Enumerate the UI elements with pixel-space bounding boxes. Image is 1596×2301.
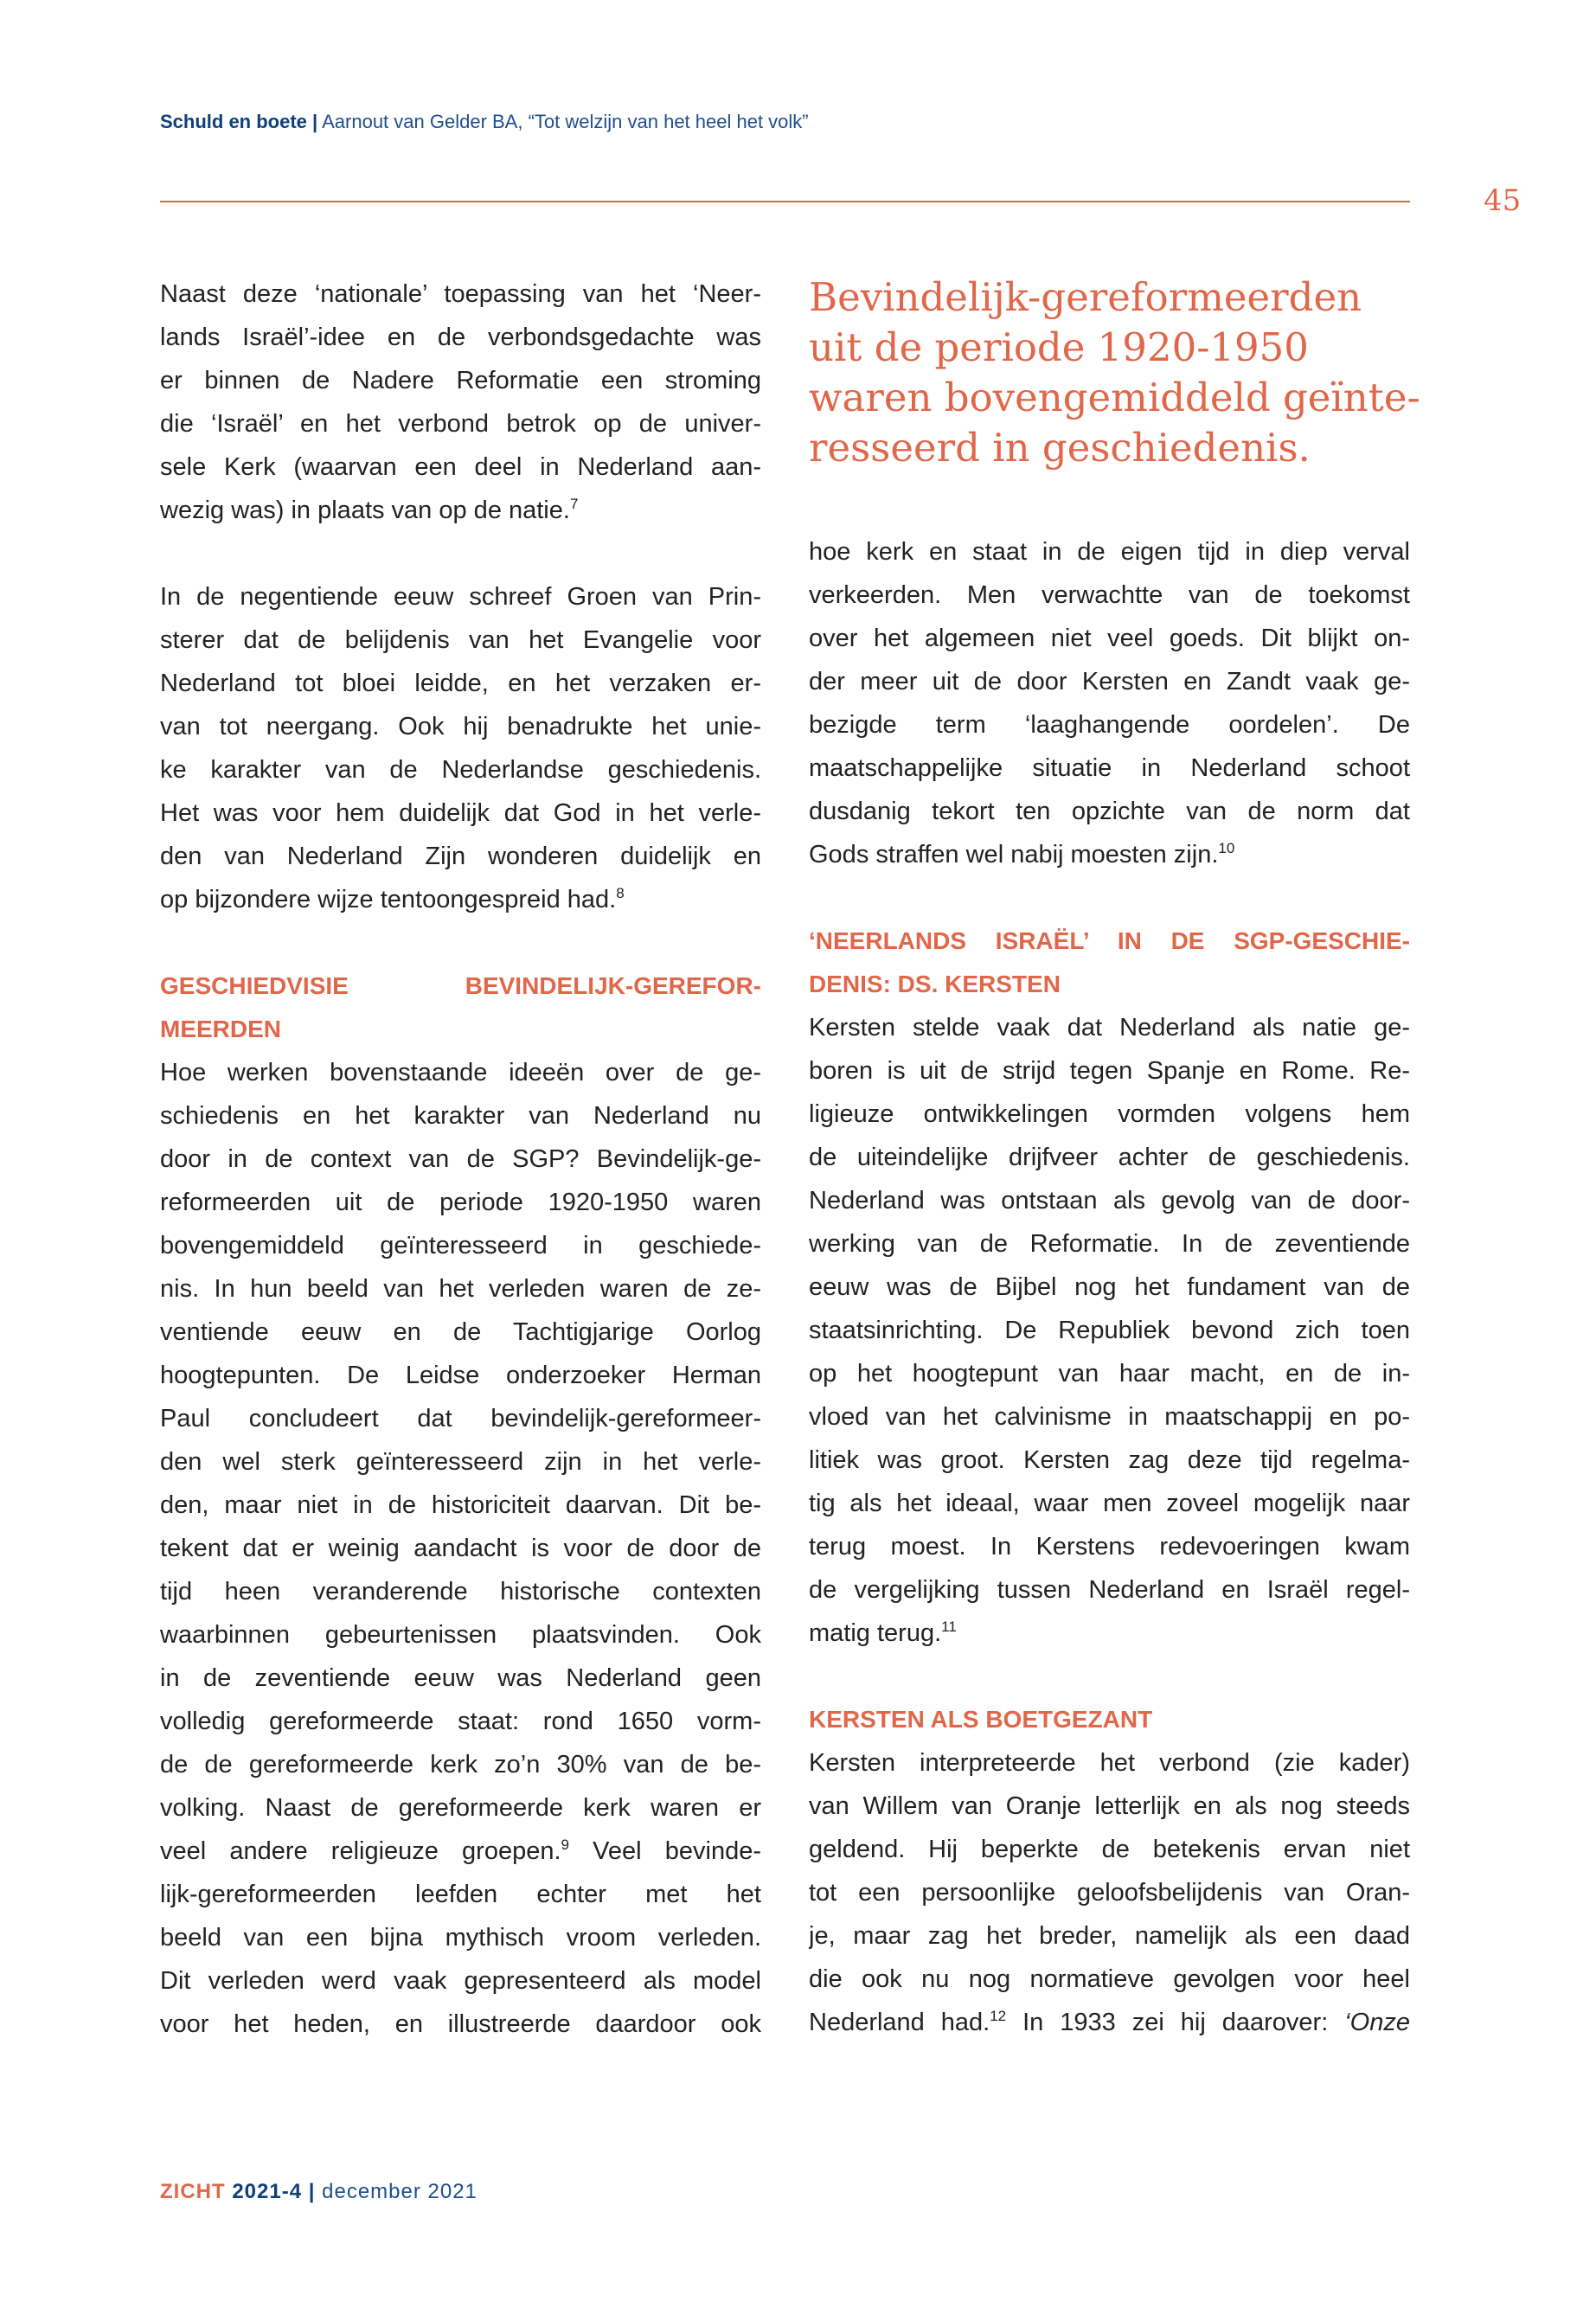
paragraph — [160, 1051, 761, 2046]
line-text: Hoe werken bovenstaande ideeën over de ge- — [160, 1059, 761, 1086]
text-line — [160, 489, 761, 532]
text-line — [160, 965, 761, 1008]
footer-separator: | — [308, 2180, 316, 2203]
text-line — [809, 660, 1410, 703]
text-line — [809, 1914, 1410, 1958]
text-line — [160, 1267, 761, 1311]
line-text: ligieuze ontwikkelingen vormden volgens hem — [809, 1100, 1410, 1128]
line-text: tijd heen veranderende historische contexten — [160, 1578, 761, 1606]
text-line — [160, 1440, 761, 1484]
line-text: Kersten stelde vaak dat Nederland als natie ge- — [809, 1014, 1410, 1042]
paragraph-gap — [160, 921, 761, 965]
header-rule — [160, 201, 1410, 202]
line-text: sele Kerk (waarvan een deel in Nederland aan- — [160, 453, 761, 481]
text-line — [809, 1482, 1410, 1525]
line-text: Nederland was ontstaan als gevolg van de door- — [809, 1187, 1410, 1215]
line-text: op het hoogtepunt van haar macht, en de in- — [809, 1360, 1410, 1388]
text-line — [160, 1051, 761, 1094]
pullquote-line: Bevindelijk-gereformeerden — [809, 274, 1362, 320]
text-line — [809, 1871, 1410, 1914]
line-text: van tot neergang. Ook hij benadrukte het unie- — [160, 713, 761, 740]
text-line — [160, 1743, 761, 1786]
text-line — [809, 1309, 1410, 1352]
line-text: Paul concludeert dat bevindelijk-gereformeer- — [160, 1405, 761, 1433]
line-text: den wel sterk geïnteresseerd zijn in het verle- — [160, 1448, 761, 1476]
section-title: Schuld en boete — [160, 111, 307, 132]
text-line — [160, 1527, 761, 1570]
line-text: Veel bevinde- — [569, 1837, 761, 1865]
section-heading — [809, 920, 1410, 1006]
line-text: lijk-gereformeerden leefden echter met het — [160, 1881, 761, 1908]
line-text: die ‘Israël’ en het verbond betrok op de univer- — [160, 410, 761, 438]
line-text: in de zeventiende eeuw was Nederland geen — [160, 1664, 761, 1692]
line-text: geldend. Hij beperkte de betekenis ervan niet — [809, 1836, 1410, 1863]
line-text: KERSTEN ALS BOETGEZANT — [809, 1706, 1153, 1733]
line-text: Kersten interpreteerde het verbond (zie kader) — [809, 1749, 1410, 1777]
footnote-ref: 10 — [1218, 840, 1235, 856]
text-line — [809, 1136, 1410, 1179]
text-line — [809, 1352, 1410, 1395]
paragraph — [160, 575, 761, 921]
text-line — [809, 1439, 1410, 1482]
text-line — [809, 574, 1410, 617]
line-text: werking van de Reformatie. In de zeventiende — [809, 1230, 1410, 1258]
line-text: eeuw was de Bijbel nog het fundament van de — [809, 1273, 1410, 1301]
text-line — [809, 1049, 1410, 1093]
line-text: ke karakter van de Nederlandse geschiedenis. — [160, 756, 761, 784]
line-text: MEERDEN — [160, 1016, 282, 1042]
issue-date: december 2021 — [322, 2180, 478, 2203]
text-line — [160, 748, 761, 792]
text-line — [160, 1613, 761, 1657]
line-text: die ook nu nog normatieve gevolgen voor heel — [809, 1965, 1410, 1993]
line-text: Naast deze ‘nationale’ toepassing van het ‘Neer- — [160, 280, 761, 308]
line-text: Dit verleden werd vaak gepresenteerd als model — [160, 1967, 761, 1995]
text-line — [160, 1786, 761, 1830]
text-line — [809, 1828, 1410, 1871]
line-text: tekent dat er weinig aandacht is voor de door de — [160, 1535, 761, 1562]
line-text: In 1933 zei hij daarover: — [1006, 2009, 1345, 2036]
text-line — [809, 1958, 1410, 2001]
running-header — [160, 111, 809, 133]
line-text: hoogtepunten. De Leidse onderzoeker Herman — [160, 1362, 761, 1389]
footer — [160, 2180, 478, 2204]
line-text: tig als het ideaal, waar men zoveel mogelijk naar — [809, 1490, 1410, 1517]
line-text: lands Israël’-idee en de verbondsgedachte was — [160, 324, 761, 351]
line-text: van Willem van Oranje letterlijk en als nog steeds — [809, 1792, 1410, 1820]
line-text: door in de context van de SGP? Bevindelijk-ge- — [160, 1145, 761, 1173]
line-text: matig terug. — [809, 1619, 942, 1647]
text-line — [809, 790, 1410, 833]
article-title: Aarnout van Gelder BA, “Tot welzijn van het heel het volk” — [322, 111, 809, 132]
text-line — [809, 1006, 1410, 1049]
paragraph-gap — [160, 532, 761, 575]
line-text: op bijzondere wijze tentoongespreid had. — [160, 886, 617, 913]
text-line — [160, 316, 761, 359]
text-line — [160, 619, 761, 662]
line-text: er binnen de Nadere Reformatie een stroming — [160, 367, 761, 394]
text-line — [809, 703, 1410, 747]
text-line — [160, 402, 761, 445]
line-text: boren is uit de strijd tegen Spanje en Rome. Re- — [809, 1057, 1410, 1085]
pullquote-line: waren bovengemiddeld geïnte- — [809, 375, 1420, 420]
line-text: maatschappelijke situatie in Nederland schoot — [809, 754, 1410, 782]
text-line — [160, 1094, 761, 1138]
text-line — [160, 272, 761, 316]
footnote-ref: 12 — [990, 2008, 1007, 2024]
text-line — [809, 1179, 1410, 1222]
line-text: hoe kerk en staat in de eigen tijd in diep verval — [809, 538, 1410, 566]
text-line — [160, 792, 761, 835]
magazine-name: ZICHT — [160, 2180, 226, 2203]
section-heading — [809, 1698, 1410, 1741]
line-text: nis. In hun beeld van het verleden waren de ze- — [160, 1275, 761, 1303]
footnote-ref: 7 — [569, 496, 579, 512]
line-text: DENIS: DS. KERSTEN — [809, 971, 1061, 997]
line-text: den van Nederland Zijn wonderen duidelijk en — [160, 843, 761, 870]
paragraph — [160, 272, 761, 532]
line-text: den, maar niet in de historiciteit daarvan. Dit be- — [160, 1491, 761, 1519]
line-text: waarbinnen gebeurtenissen plaatsvinden. Ook — [160, 1621, 761, 1649]
pullquote — [809, 272, 1432, 473]
text-line — [160, 2003, 761, 2046]
line-text: GESCHIEDVISIE BEVINDELIJK-GEREFOR- — [160, 972, 761, 999]
line-text: tot een persoonlijke geloofsbelijdenis van Oran- — [809, 1879, 1410, 1907]
text-line — [160, 1484, 761, 1527]
line-text: bezigde term ‘laaghangende oordelen’. De — [809, 711, 1410, 739]
paragraph — [809, 530, 1410, 876]
line-text: veel andere religieuze groepen. — [160, 1837, 561, 1865]
page-number: 45 — [1484, 183, 1522, 218]
text-line — [160, 1311, 761, 1354]
footnote-ref: 8 — [616, 885, 625, 901]
text-line — [809, 1612, 1410, 1655]
text-line — [809, 1741, 1410, 1785]
text-line — [160, 1181, 761, 1224]
line-text: beeld van een bijna mythisch vroom verleden. — [160, 1924, 761, 1952]
line-text: staatsinrichting. De Republiek bevond zich toen — [809, 1317, 1410, 1344]
text-line — [809, 617, 1410, 660]
line-text: der meer uit de door Kersten en Zandt vaak ge- — [809, 668, 1410, 695]
line-text: Gods straffen wel nabij moesten zijn. — [809, 841, 1219, 868]
line-text: Nederland had. — [809, 2009, 990, 2036]
text-line — [809, 1093, 1410, 1136]
line-text: Nederland tot bloei leidde, en het verzaken er- — [160, 670, 761, 697]
footnote-ref: 11 — [941, 1618, 957, 1635]
text-line — [160, 835, 761, 878]
line-text: volledig gereformeerde staat: rond 1650 vorm- — [160, 1708, 761, 1735]
text-line — [160, 359, 761, 402]
text-line — [809, 1395, 1410, 1439]
text-line — [160, 705, 761, 748]
line-text: litiek was groot. Kersten zag deze tijd regelma- — [809, 1446, 1410, 1474]
text-line — [809, 833, 1410, 876]
italic-text: ‘Onze — [1344, 2009, 1410, 2036]
line-text: schiedenis en het karakter van Nederland nu — [160, 1102, 761, 1130]
footnote-ref: 9 — [561, 1836, 570, 1853]
line-text: bovengemiddeld geïnteresseerd in geschiede- — [160, 1232, 761, 1259]
text-line — [809, 1568, 1410, 1612]
text-line — [809, 920, 1410, 963]
line-text: de uiteindelijke drijfveer achter de geschiedenis. — [809, 1144, 1410, 1171]
line-text: wezig was) in plaats van op de natie. — [160, 497, 570, 524]
line-text: ventiende eeuw en de Tachtigjarige Oorlog — [160, 1318, 761, 1346]
line-text: de de gereformeerde kerk zo’n 30% van de be- — [160, 1751, 761, 1779]
line-text: reformeerden uit de periode 1920-1950 waren — [160, 1189, 761, 1216]
paragraph — [809, 1006, 1410, 1655]
text-line — [160, 1224, 761, 1267]
text-line — [809, 1266, 1410, 1309]
line-text: verkeerden. Men verwachtte van de toekomst — [809, 581, 1410, 609]
text-line — [160, 575, 761, 619]
text-line — [809, 530, 1410, 574]
paragraph-gap — [809, 1655, 1410, 1698]
text-line — [809, 1222, 1410, 1266]
paragraph-gap — [809, 876, 1410, 920]
text-line — [160, 1700, 761, 1743]
line-text: In de negentiende eeuw schreef Groen van Prin- — [160, 583, 761, 611]
section-heading — [160, 965, 761, 1051]
text-line — [809, 963, 1410, 1006]
line-text: Het was voor hem duidelijk dat God in het verle- — [160, 799, 761, 827]
line-text: terug moest. In Kerstens redevoeringen kwam — [809, 1533, 1410, 1561]
text-line — [160, 1830, 761, 1873]
right-column — [809, 530, 1410, 2044]
text-line — [160, 1397, 761, 1440]
text-line — [160, 1354, 761, 1397]
line-text: volking. Naast de gereformeerde kerk waren er — [160, 1794, 761, 1822]
text-line — [160, 1916, 761, 1959]
line-text: de vergelijking tussen Nederland en Israël regel- — [809, 1576, 1410, 1604]
header-separator: | — [312, 111, 318, 132]
issue-number: 2021-4 — [232, 2180, 303, 2203]
text-line — [160, 1138, 761, 1181]
pullquote-line: resseerd in geschiedenis. — [809, 425, 1311, 471]
text-line — [160, 878, 761, 921]
line-text: voor het heden, en illustreerde daardoor ook — [160, 2010, 761, 2038]
line-text: over het algemeen niet veel goeds. Dit blijkt on- — [809, 625, 1410, 652]
text-line — [160, 1959, 761, 2003]
line-text: je, maar zag het breder, namelijk als een daad — [809, 1922, 1410, 1950]
text-line — [160, 1570, 761, 1613]
text-line — [809, 1785, 1410, 1828]
pullquote-line: uit de periode 1920-1950 — [809, 324, 1309, 370]
line-text: ‘NEERLANDS ISRAËL’ IN DE SGP-GESCHIE- — [809, 927, 1410, 954]
text-line — [809, 1525, 1410, 1568]
paragraph — [809, 1741, 1410, 2044]
text-line — [809, 2001, 1410, 2044]
text-line — [160, 1873, 761, 1916]
text-line — [160, 662, 761, 705]
left-column — [160, 272, 761, 2046]
text-line — [160, 1657, 761, 1700]
line-text: sterer dat de belijdenis van het Evangelie voor — [160, 626, 761, 654]
text-line — [809, 1698, 1410, 1741]
text-line — [160, 1008, 761, 1051]
text-line — [160, 445, 761, 489]
line-text: dusdanig tekort ten opzichte van de norm dat — [809, 798, 1410, 825]
text-line — [809, 747, 1410, 790]
line-text: vloed van het calvinisme in maatschappij en po- — [809, 1403, 1410, 1431]
